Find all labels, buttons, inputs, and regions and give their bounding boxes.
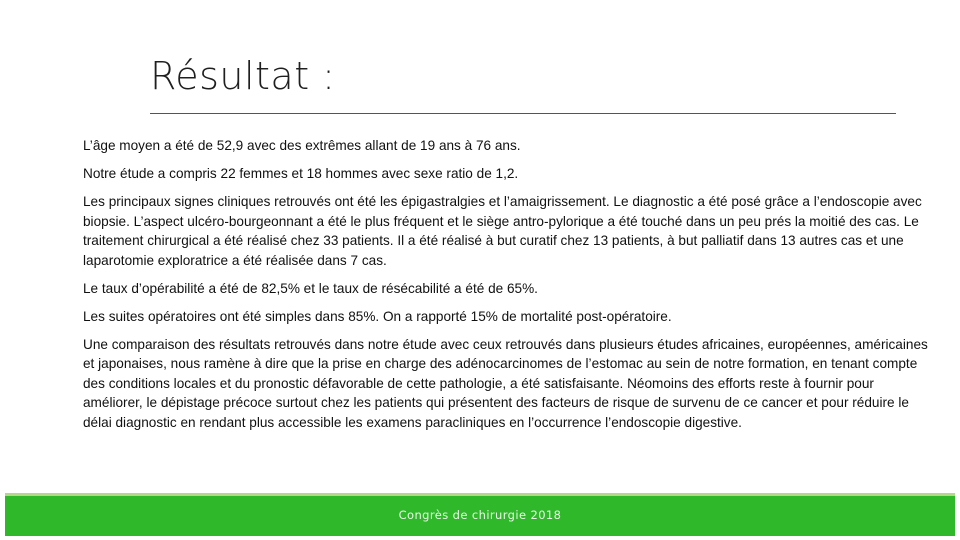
paragraph-comparison: Une comparaison des résultats retrouvés dans notre étude avec ceux retrouvés dans plusieurs études africaines, européennes, américaines et japonaises, nous ramène à dire que la prise en charge des adénocarcinomes de l’estomac au sein de notre formation, en tenant compte des conditions locales et du pronostic défavorable de cette pathologie, a été satisfaisante. Néomoins des efforts reste à fournir pour améliorer, le dépistage précoce surtout chez les patients qui présentent des facteurs de risque de survenu de ce cancer et pour réduire le délai diagnostic en rendant plus accessible les examens paracliniques en l’occurrence l’endoscopie digestive. <box>83 336 928 430</box>
paragraph-postoperative: Les suites opératoires ont été simples dans 85%. On a rapporté 15% de mortalité post-opératoire. <box>83 308 672 324</box>
footer-text: Congrès de chirurgie 2018 <box>398 508 562 522</box>
paragraph-operability: Le taux d’opérabilité a été de 82,5% et le taux de résécabilité a été de 65%. <box>83 280 538 296</box>
paragraph-sex-ratio: Notre étude a compris 22 femmes et 18 hommes avec sexe ratio de 1,2. <box>83 166 519 181</box>
slide-title: Résultat : <box>150 54 336 98</box>
paragraph-age: L’âge moyen a été de 52,9 avec des extrêmes allant de 19 ans à 76 ans. <box>83 138 521 153</box>
paragraph-clinical-signs: Les principaux signes cliniques retrouvés ont été les épigastralgies et l’amaigrissement. Le diagnostic a été posé grâce a l’endoscopie avec biopsie. L’aspect ulcéro-bourgeonnant a été le plus fréquent et le siège antro-pylorique a été touché dans un peu prés la moitié des cas. Le traitement chirurgical a été réalisé chez 33 patients. Il a été réalisé à but curatif chez 13 patients, à but palliatif dans 13 autres cas et une laparotomie exploratrice a été réalisée dans 7 cas. <box>83 194 922 268</box>
title-underline <box>150 113 896 114</box>
slide-body <box>83 136 935 441</box>
